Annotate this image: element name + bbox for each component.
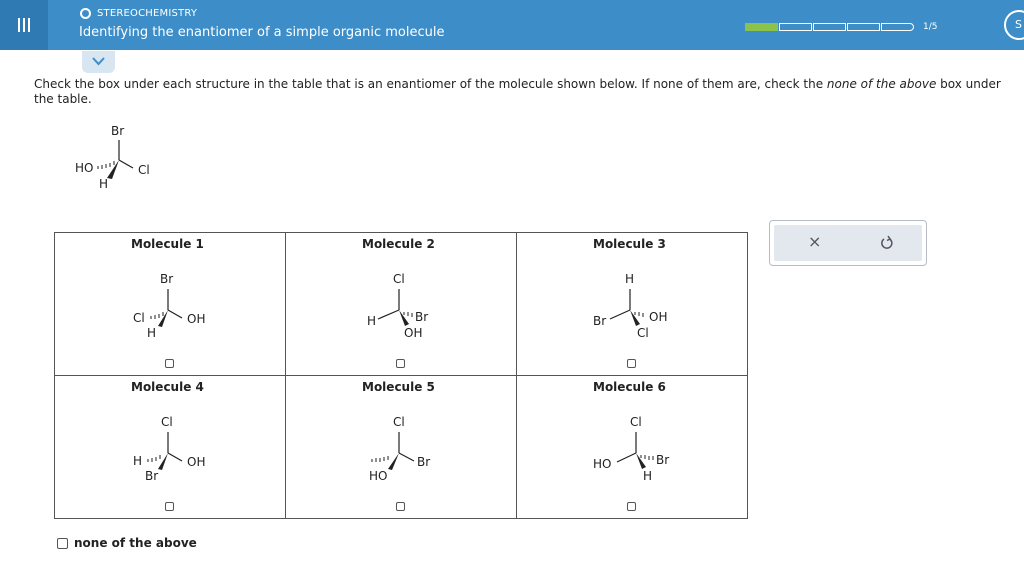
molecule-5-structure (346, 404, 456, 484)
topic-circle-icon (80, 8, 91, 19)
instructions (34, 77, 1024, 107)
molecule-table (54, 232, 748, 519)
avatar[interactable]: S (1004, 10, 1024, 40)
m4-bottom: Br (145, 469, 159, 483)
topic-text: STEREOCHEMISTRY (97, 8, 198, 19)
molecule-label: Molecule 2 (362, 237, 435, 251)
m2-left: H (367, 314, 377, 328)
m5-top: Cl (393, 415, 405, 429)
page-title: Identifying the enantiomer of a simple organic molecule (79, 25, 445, 40)
m2-right: Br (415, 310, 429, 324)
m6-top: Cl (630, 415, 642, 429)
m4-left: H (133, 454, 143, 468)
instructions-text-end: box under the table. (34, 77, 1001, 106)
molecule-1-structure (115, 261, 225, 341)
m1-top: Br (160, 272, 174, 286)
header-bar (0, 0, 1024, 50)
progress-segment (881, 23, 914, 31)
m2-top: Cl (393, 272, 405, 286)
molecule-cell-3 (517, 233, 748, 376)
molecule-cell-5 (286, 376, 517, 519)
molecule-label: Molecule 1 (131, 237, 204, 251)
instructions-emphasis: none of the above (826, 77, 937, 91)
m1-left: Cl (133, 311, 145, 325)
molecule-3-structure (577, 261, 687, 341)
molecule-1-checkbox[interactable] (165, 359, 174, 368)
m3-top: H (625, 272, 635, 286)
m5-right: Br (417, 455, 431, 469)
m3-bottom: Cl (637, 326, 649, 340)
molecule-label: Molecule 6 (593, 380, 666, 394)
molecule-label: Molecule 3 (593, 237, 666, 251)
given-bottom-label: H (99, 177, 109, 191)
m3-left: Br (593, 314, 607, 328)
instructions-text: Check the box under each structure in the table that is an enantiomer of the molecule shown below. If none of them are, check the (34, 77, 827, 91)
progress-segment (847, 23, 880, 31)
molecule-label: Molecule 5 (362, 380, 435, 394)
progress-segment (813, 23, 846, 31)
molecule-4-checkbox[interactable] (165, 502, 174, 511)
m4-right: OH (187, 455, 206, 469)
clear-button[interactable]: × (808, 232, 822, 251)
chevron-down-icon (92, 57, 105, 66)
molecule-3-checkbox[interactable] (627, 359, 636, 368)
hamburger-icon (18, 16, 31, 34)
molecule-6-structure (577, 404, 687, 484)
given-right-label: Cl (138, 163, 150, 177)
molecule-cell-4 (55, 376, 286, 519)
progress-bar (745, 23, 915, 31)
none-of-the-above-option[interactable] (57, 536, 197, 550)
undo-icon[interactable] (880, 235, 894, 251)
molecule-4-structure (115, 404, 225, 484)
molecule-cell-2 (286, 233, 517, 376)
m2-bottom: OH (404, 326, 423, 340)
m5-bottom: HO (369, 469, 388, 483)
given-left-label: HO (75, 161, 94, 175)
m3-right: OH (649, 310, 668, 324)
topic-label (80, 8, 197, 19)
molecule-label: Molecule 4 (131, 380, 204, 394)
m6-bottom: H (643, 469, 653, 483)
molecule-cell-1 (55, 233, 286, 376)
molecule-2-structure (346, 261, 456, 341)
molecule-5-checkbox[interactable] (396, 502, 405, 511)
m1-bottom: H (147, 326, 157, 340)
answer-toolbar (769, 220, 927, 266)
toolbar-inner (774, 225, 922, 261)
collapse-button[interactable] (82, 51, 115, 73)
menu-button[interactable] (0, 0, 48, 50)
none-of-the-above-label: none of the above (74, 536, 197, 550)
given-molecule (66, 118, 176, 198)
progress-text: 1/5 (923, 22, 938, 32)
m4-top: Cl (161, 415, 173, 429)
none-of-the-above-checkbox[interactable] (57, 538, 68, 549)
m6-left: HO (593, 457, 612, 471)
progress-segment (779, 23, 812, 31)
m6-right: Br (656, 453, 670, 467)
molecule-6-checkbox[interactable] (627, 502, 636, 511)
molecule-cell-6 (517, 376, 748, 519)
m1-right: OH (187, 312, 206, 326)
given-top-label: Br (111, 124, 125, 138)
molecule-2-checkbox[interactable] (396, 359, 405, 368)
progress-segment (745, 23, 778, 31)
